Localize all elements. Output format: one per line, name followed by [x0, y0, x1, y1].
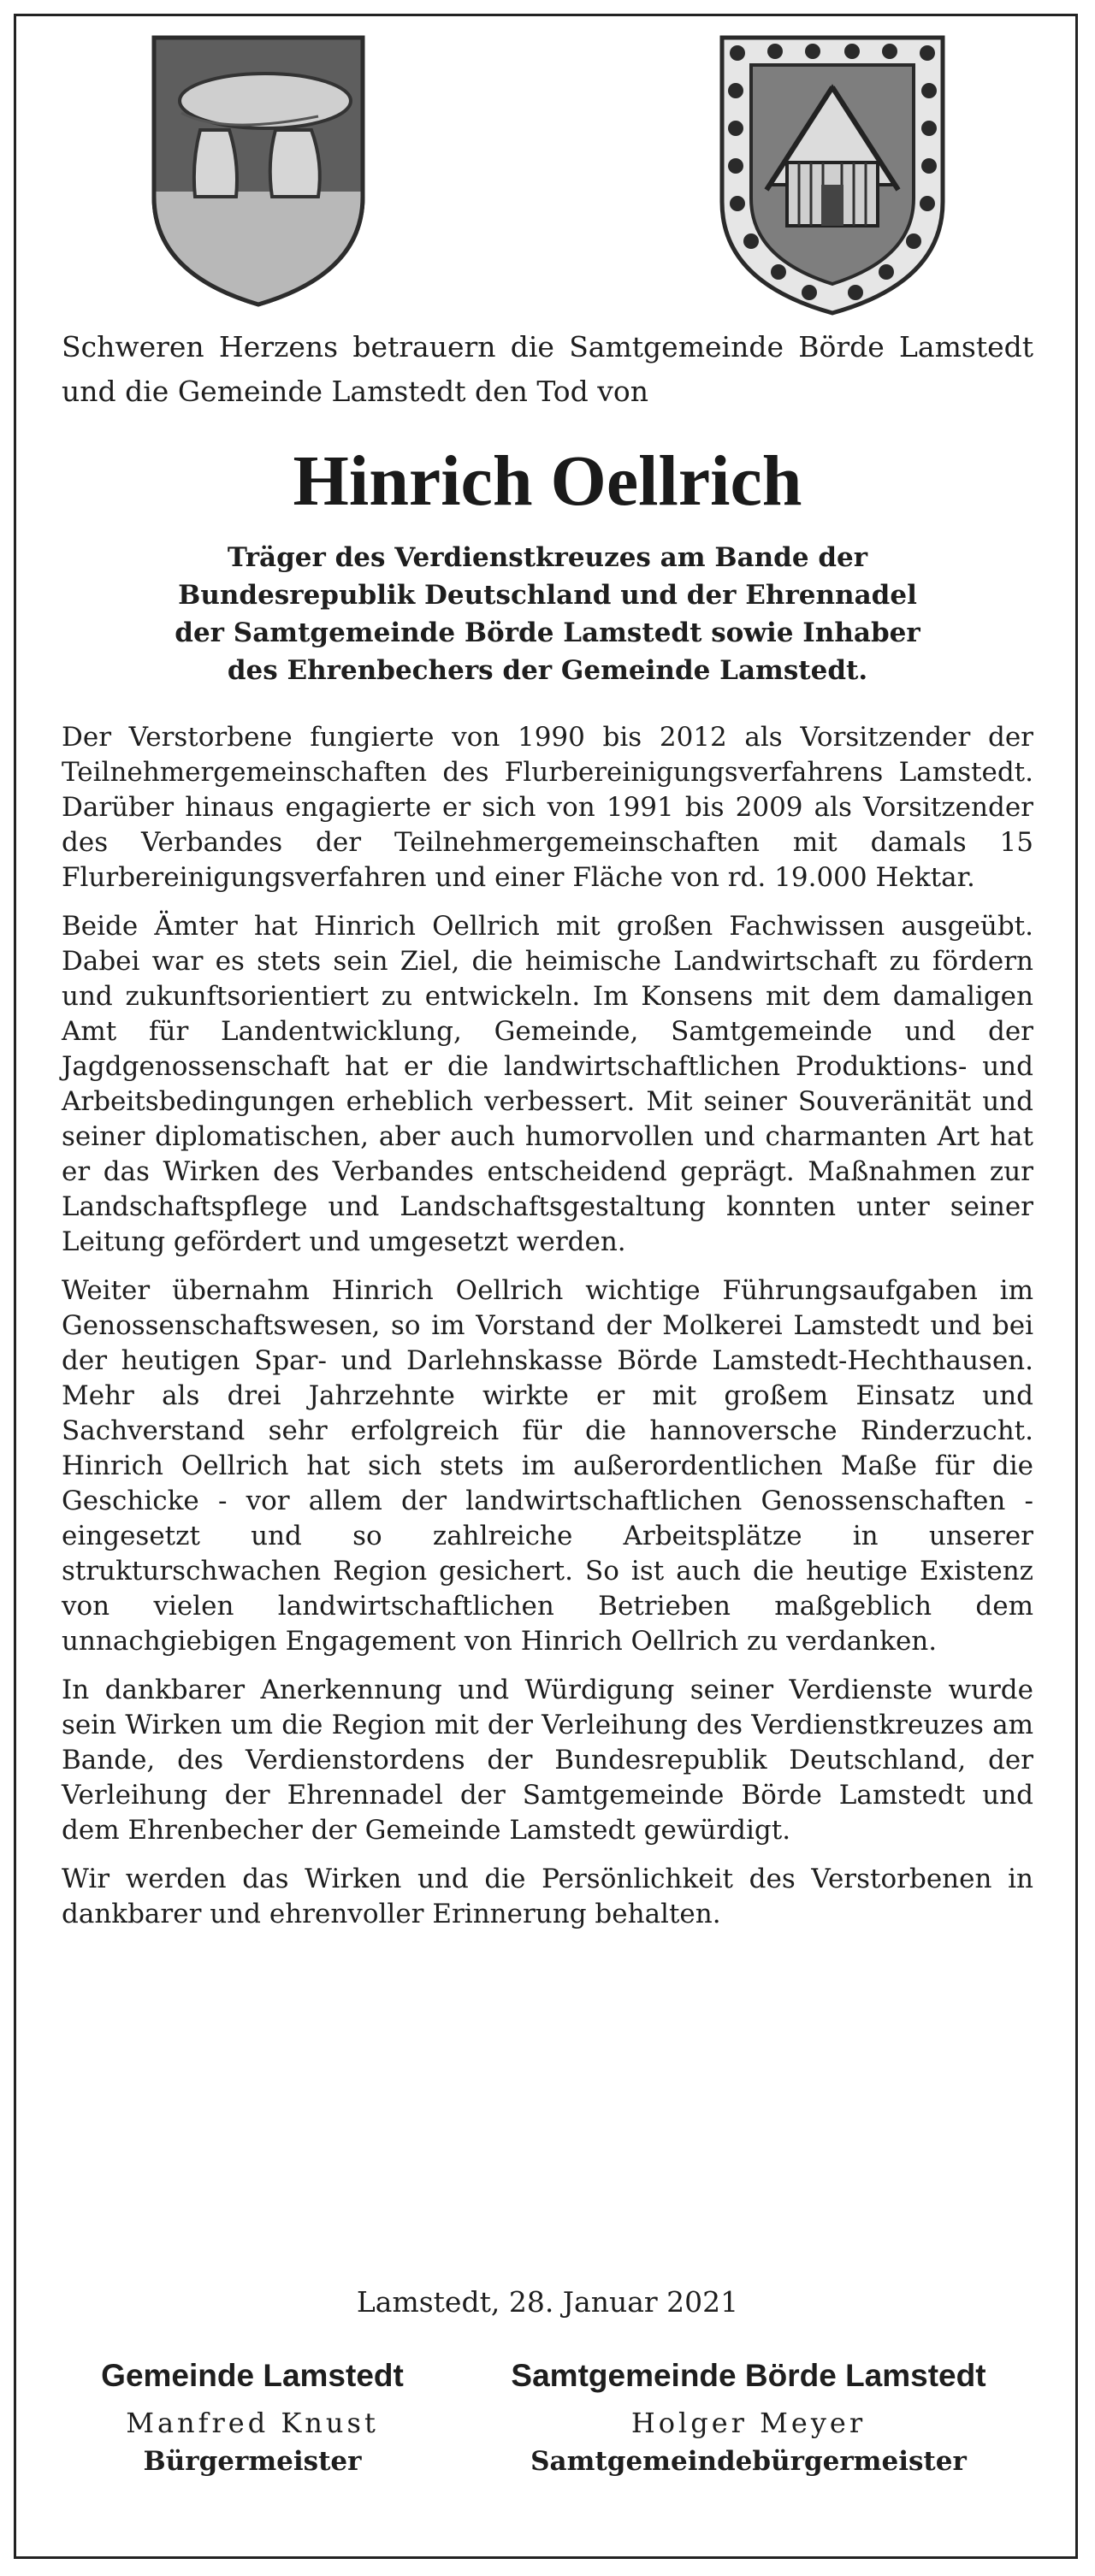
honors-line: des Ehrenbechers der Gemeinde Lamstedt.	[227, 655, 868, 686]
paragraph: Der Verstorbene fungierte von 1990 bis 2012 als Vorsitzender der Teilnehmergemeinschaften des Flurbereinigungsverfahrens Lamstedt. Darüber hinaus engagierte er sich von 1991 bis 2009 als Vorsitzender des Verbandes der Teilnehmergemeinschaften mit damals 15 Flurbereinigungsverfahren und einer Fläche von rd. 19.000 Hektar.	[62, 722, 1033, 893]
paragraph: Weiter übernahm Hinrich Oellrich wichtige Führungsaufgaben im Genossenschaftswesen, so im Vorstand der Molkerei Lamstedt und bei der heutigen Spar- und Darlehnskasse Börde Lamstedt-Hechthausen. Mehr als drei Jahrzehnte wirkte er mit großem Einsatz und Sachverstand sehr erfolgreich für die hannoversche Rinderzucht. Hinrich Oellrich hat sich stets im außerordentlichen Maße für die Geschicke - vor allem der landwirtschaftlichen Genossenschaften - eingesetzt und so zahlreiche Arbeitsplätze in unserer strukturschwachen Region gesichert. So ist auch die heutige Existenz von vielen landwirtschaftlichen Betrieben maßgeblich dem unnachgiebigen Engagement von Hinrich Oellrich zu verdanken.	[62, 1275, 1033, 1657]
signature-org: Gemeinde Lamstedt	[101, 2358, 404, 2393]
signature-role: Bürgermeister	[143, 2446, 362, 2477]
paragraph: Wir werden das Wirken und die Persönlichkeit des Verstorbenen in dankbarer und ehrenvoller Erinnerung behalten.	[62, 1864, 1033, 1929]
date-line: Lamstedt, 28. Januar 2021	[356, 2285, 739, 2319]
honors-line: der Samtgemeinde Börde Lamstedt sowie Inhaber	[175, 617, 920, 648]
honors-line: Träger des Verdienstkreuzes am Bande der	[227, 542, 868, 573]
honors-block	[103, 539, 992, 689]
signature-org: Samtgemeinde Börde Lamstedt	[511, 2358, 986, 2393]
signature-person: Holger Meyer	[630, 2407, 867, 2439]
paragraph: In dankbarer Anerkennung und Würdigung seiner Verdienste wurde sein Wirken um die Region mit der Verleihung des Verdienstkreuzes am Bande, des Verdienstordens der Bundesrepublik Deutschland, der Verleihung der Ehrennadel der Samtgemeinde Börde Lamstedt und dem Ehrenbecher der Gemeinde Lamstedt gewürdigt.	[62, 1675, 1033, 1846]
signature-person: Manfred Knust	[126, 2407, 379, 2439]
intro-text: Schweren Herzens betrauern die Samtgemeinde Börde Lamstedt und die Gemeinde Lamstedt den Tod von	[62, 330, 1033, 408]
farmhouse-coat-of-arms-icon	[717, 34, 948, 316]
signature-gemeinde	[51, 2354, 453, 2480]
obituary-body	[62, 720, 1033, 1946]
signature-role: Samtgemeindebürgermeister	[530, 2446, 967, 2477]
deceased-name: Hinrich Oellrich	[293, 441, 802, 521]
honors-line: Bundesrepublik Deutschland und der Ehrennadel	[178, 580, 917, 611]
signature-samtgemeinde	[453, 2354, 1044, 2480]
dolmen-coat-of-arms-icon	[147, 34, 370, 308]
paragraph: Beide Ämter hat Hinrich Oellrich mit großen Fachwissen ausgeübt. Dabei war es stets sein Ziel, die heimische Landwirtschaft zu fördern und zukunftsorientiert zu entwickeln. Im Konsens mit dem damaligen Amt für Landentwicklung, Gemeinde, Samtgemeinde und der Jagdgenossenschaft hat er die landwirtschaftlichen Produktions- und Arbeitsbedingungen erheblich verbessert. Mit seiner Souveränität und seiner diplomatischen, aber auch humorvollen und charmanten Art hat er das Wirken des Verbandes entscheidend geprägt. Maßnahmen zur Landschaftspflege und Landschaftsgestaltung konnten unter seiner Leitung gefördert und umgesetzt werden.	[62, 911, 1033, 1257]
